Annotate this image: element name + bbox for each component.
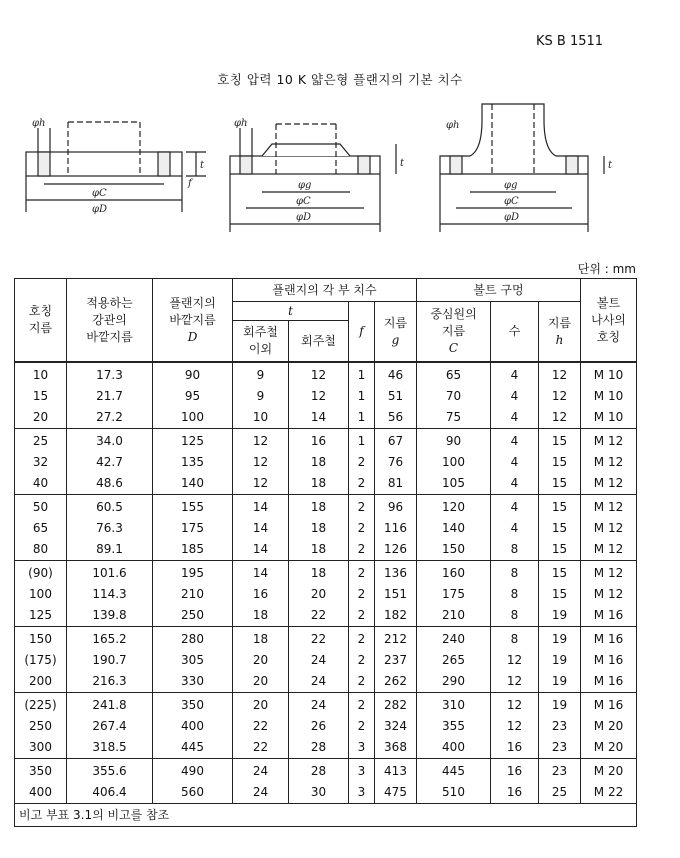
label-g-3: φg xyxy=(504,180,518,191)
drawing-raised-flange xyxy=(230,124,396,232)
table-cell: 12 xyxy=(491,716,539,737)
table-cell: 100 xyxy=(15,584,67,605)
table-cell: 2 xyxy=(349,671,375,693)
table-cell: 8 xyxy=(491,539,539,561)
table-cell: 4 xyxy=(491,429,539,453)
table-cell: 350 xyxy=(15,759,67,783)
table-cell: M 20 xyxy=(581,737,637,759)
header-nominal: 호칭 지름 xyxy=(15,279,67,363)
table-cell: 8 xyxy=(491,605,539,627)
table-cell: M 22 xyxy=(581,782,637,804)
table-cell: M 12 xyxy=(581,429,637,453)
table-cell: 24 xyxy=(289,671,349,693)
table-cell: 350 xyxy=(153,693,233,717)
table-cell: 2 xyxy=(349,716,375,737)
table-cell: 80 xyxy=(15,539,67,561)
table-row xyxy=(15,452,637,473)
table-cell: 16 xyxy=(491,759,539,783)
table-cell: 101.6 xyxy=(67,561,153,585)
table-cell: 67 xyxy=(375,429,417,453)
table-cell: 125 xyxy=(15,605,67,627)
table-cell: 22 xyxy=(233,716,289,737)
table-cell: 8 xyxy=(491,561,539,585)
table-cell: 1 xyxy=(349,429,375,453)
table-cell: 265 xyxy=(417,650,491,671)
table-cell: 46 xyxy=(375,362,417,386)
table-cell: 12 xyxy=(289,362,349,386)
table-cell: 15 xyxy=(539,518,581,539)
table-cell: 250 xyxy=(15,716,67,737)
table-cell: 15 xyxy=(539,429,581,453)
table-cell: 114.3 xyxy=(67,584,153,605)
table-cell: 15 xyxy=(539,561,581,585)
table-cell: 76 xyxy=(375,452,417,473)
table-cell: 24 xyxy=(289,693,349,717)
table-cell: 136 xyxy=(375,561,417,585)
table-cell: 60.5 xyxy=(67,495,153,519)
table-cell: 18 xyxy=(289,495,349,519)
table-cell: 28 xyxy=(289,759,349,783)
table-cell: (225) xyxy=(15,693,67,717)
table-row xyxy=(15,627,637,651)
table-row xyxy=(15,605,637,627)
table-row xyxy=(15,759,637,783)
table-cell: 18 xyxy=(289,452,349,473)
table-cell: 140 xyxy=(417,518,491,539)
table-cell: 17.3 xyxy=(67,362,153,386)
label-t-3: t xyxy=(608,160,613,171)
table-cell: 65 xyxy=(15,518,67,539)
table-cell: 12 xyxy=(233,473,289,495)
header-f: f xyxy=(349,302,375,363)
header-t: t xyxy=(233,302,349,321)
table-row xyxy=(15,737,637,759)
table-cell: 2 xyxy=(349,452,375,473)
table-cell: 1 xyxy=(349,407,375,429)
flange-drawings xyxy=(0,0,680,250)
table-cell: 19 xyxy=(539,605,581,627)
table-cell: 40 xyxy=(15,473,67,495)
table-cell: 475 xyxy=(375,782,417,804)
table-cell: 65 xyxy=(417,362,491,386)
table-cell: 12 xyxy=(233,452,289,473)
table-cell: 18 xyxy=(289,561,349,585)
table-cell: 185 xyxy=(153,539,233,561)
table-cell: 12 xyxy=(491,650,539,671)
table-cell: 155 xyxy=(153,495,233,519)
table-cell: 34.0 xyxy=(67,429,153,453)
table-cell: 406.4 xyxy=(67,782,153,804)
table-cell: 18 xyxy=(233,605,289,627)
table-cell: 126 xyxy=(375,539,417,561)
page-title: 호칭 압력 10 K 얇은형 플랜지의 기본 치수 xyxy=(217,72,463,87)
table-cell: M 10 xyxy=(581,362,637,386)
table-cell: 4 xyxy=(491,386,539,407)
table-cell: 1 xyxy=(349,362,375,386)
table-cell: 95 xyxy=(153,386,233,407)
table-cell: 15 xyxy=(539,584,581,605)
table-cell: M 12 xyxy=(581,518,637,539)
table-row xyxy=(15,539,637,561)
table-cell: 4 xyxy=(491,407,539,429)
table-cell: 18 xyxy=(233,627,289,651)
table-body xyxy=(15,362,637,804)
table-cell: 19 xyxy=(539,671,581,693)
table-cell: 413 xyxy=(375,759,417,783)
table-cell: 2 xyxy=(349,495,375,519)
label-C-1: φC xyxy=(92,188,107,199)
table-cell: 42.7 xyxy=(67,452,153,473)
table-cell: 24 xyxy=(233,759,289,783)
table-cell: M 12 xyxy=(581,584,637,605)
header-bolt-holes: 볼트 구멍 xyxy=(417,279,581,302)
table-cell: 282 xyxy=(375,693,417,717)
table-cell: 2 xyxy=(349,605,375,627)
table-cell: M 12 xyxy=(581,561,637,585)
table-cell: 16 xyxy=(289,429,349,453)
table-cell: 16 xyxy=(491,782,539,804)
table-cell: 240 xyxy=(417,627,491,651)
table-cell: 18 xyxy=(289,518,349,539)
table-row xyxy=(15,407,637,429)
table-cell: 51 xyxy=(375,386,417,407)
table-cell: 27.2 xyxy=(67,407,153,429)
table-cell: 100 xyxy=(417,452,491,473)
table-cell: 32 xyxy=(15,452,67,473)
table-cell: 23 xyxy=(539,737,581,759)
table-cell: 267.4 xyxy=(67,716,153,737)
table-cell: 12 xyxy=(539,386,581,407)
table-cell: 15 xyxy=(539,539,581,561)
table-cell: 490 xyxy=(153,759,233,783)
header-t-cast: 회주철 xyxy=(289,321,349,363)
label-g-2: φg xyxy=(298,180,312,191)
label-C-2: φC xyxy=(296,196,311,207)
table-cell: M 16 xyxy=(581,627,637,651)
table-cell: 2 xyxy=(349,473,375,495)
table-cell: 105 xyxy=(417,473,491,495)
header-pipe-od: 적용하는 강관의 바깥지름 xyxy=(67,279,153,363)
table-cell: 23 xyxy=(539,759,581,783)
table-cell: M 12 xyxy=(581,495,637,519)
table-cell: 19 xyxy=(539,650,581,671)
table-cell: 90 xyxy=(417,429,491,453)
table-cell: M 16 xyxy=(581,693,637,717)
table-cell: 200 xyxy=(15,671,67,693)
header-count: 수 xyxy=(491,302,539,363)
table-cell: 2 xyxy=(349,650,375,671)
table-cell: (175) xyxy=(15,650,67,671)
table-cell: 190.7 xyxy=(67,650,153,671)
table-cell: M 10 xyxy=(581,407,637,429)
table-row xyxy=(15,429,637,453)
table-row xyxy=(15,386,637,407)
table-cell: 20 xyxy=(233,650,289,671)
table-cell: 2 xyxy=(349,627,375,651)
label-C-3: φC xyxy=(504,196,519,207)
table-cell: 100 xyxy=(153,407,233,429)
table-cell: 250 xyxy=(153,605,233,627)
table-row xyxy=(15,518,637,539)
table-cell: 75 xyxy=(417,407,491,429)
table-cell: 19 xyxy=(539,627,581,651)
table-cell: 14 xyxy=(289,407,349,429)
table-cell: 14 xyxy=(233,495,289,519)
table-cell: 4 xyxy=(491,473,539,495)
table-note: 비고 부표 3.1의 비고를 참조 xyxy=(15,804,637,827)
table-cell: 56 xyxy=(375,407,417,429)
drawing-plate-flange xyxy=(26,122,206,212)
table-cell: 2 xyxy=(349,518,375,539)
table-cell: M 16 xyxy=(581,605,637,627)
table-cell: 355.6 xyxy=(67,759,153,783)
header-pcd: 중심원의 지름 C xyxy=(417,302,491,363)
table-cell: 10 xyxy=(15,362,67,386)
table-cell: 22 xyxy=(289,605,349,627)
table-cell: 22 xyxy=(233,737,289,759)
table-cell: 151 xyxy=(375,584,417,605)
table-cell: 20 xyxy=(233,693,289,717)
table-cell: 150 xyxy=(417,539,491,561)
table-cell: 14 xyxy=(233,561,289,585)
table-cell: 4 xyxy=(491,495,539,519)
table-cell: M 12 xyxy=(581,539,637,561)
table-cell: 318.5 xyxy=(67,737,153,759)
table-cell: 20 xyxy=(289,584,349,605)
table-cell: 1 xyxy=(349,386,375,407)
header-t-other: 회주철 이외 xyxy=(233,321,289,363)
table-cell: 15 xyxy=(15,386,67,407)
table-row xyxy=(15,495,637,519)
table-cell: 26 xyxy=(289,716,349,737)
table-row xyxy=(15,650,637,671)
table-cell: 139.8 xyxy=(67,605,153,627)
table-cell: 140 xyxy=(153,473,233,495)
table-row xyxy=(15,362,637,386)
table-cell: 28 xyxy=(289,737,349,759)
table-cell: 16 xyxy=(491,737,539,759)
table-cell: (90) xyxy=(15,561,67,585)
table-cell: 14 xyxy=(233,539,289,561)
table-cell: 262 xyxy=(375,671,417,693)
header-bolt: 볼트 나사의 호칭 xyxy=(581,279,637,363)
table-row xyxy=(15,561,637,585)
table-cell: 25 xyxy=(539,782,581,804)
header-g: 지름 g xyxy=(375,302,417,363)
table-cell: 14 xyxy=(233,518,289,539)
table-cell: 2 xyxy=(349,584,375,605)
flange-dimension-table xyxy=(14,278,637,827)
label-h-1: φh xyxy=(32,118,46,129)
label-t-2: t xyxy=(400,158,405,169)
table-cell: 212 xyxy=(375,627,417,651)
table-cell: 237 xyxy=(375,650,417,671)
table-cell: 150 xyxy=(15,627,67,651)
table-cell: 8 xyxy=(491,627,539,651)
header-flange-od: 플랜지의 바깥지름 D xyxy=(153,279,233,363)
drawing-hub-flange xyxy=(440,104,604,232)
table-cell: 76.3 xyxy=(67,518,153,539)
table-cell: 96 xyxy=(375,495,417,519)
table-cell: 445 xyxy=(153,737,233,759)
table-cell: 30 xyxy=(289,782,349,804)
table-cell: 12 xyxy=(539,362,581,386)
table-cell: 400 xyxy=(417,737,491,759)
table-cell: 300 xyxy=(15,737,67,759)
table-cell: 330 xyxy=(153,671,233,693)
table-cell: 50 xyxy=(15,495,67,519)
table-cell: 90 xyxy=(153,362,233,386)
table-cell: 18 xyxy=(289,539,349,561)
table-cell: 12 xyxy=(233,429,289,453)
table-cell: 3 xyxy=(349,759,375,783)
table-cell: 510 xyxy=(417,782,491,804)
header-hole-dia: 지름 h xyxy=(539,302,581,363)
table-cell: 210 xyxy=(153,584,233,605)
label-h-3: φh xyxy=(446,120,460,131)
table-cell: 165.2 xyxy=(67,627,153,651)
label-h-2: φh xyxy=(234,118,248,129)
table-cell: 445 xyxy=(417,759,491,783)
table-cell: 175 xyxy=(153,518,233,539)
table-row xyxy=(15,671,637,693)
table-cell: 400 xyxy=(15,782,67,804)
table-cell: 2 xyxy=(349,539,375,561)
table-cell: 3 xyxy=(349,782,375,804)
table-cell: 12 xyxy=(539,407,581,429)
table-cell: 216.3 xyxy=(67,671,153,693)
table-cell: 290 xyxy=(417,671,491,693)
table-cell: 24 xyxy=(233,782,289,804)
table-cell: 280 xyxy=(153,627,233,651)
table-cell: 305 xyxy=(153,650,233,671)
table-cell: 195 xyxy=(153,561,233,585)
table-cell: 116 xyxy=(375,518,417,539)
unit-label: 단위 : mm xyxy=(577,262,636,276)
table-cell: 355 xyxy=(417,716,491,737)
table-cell: 182 xyxy=(375,605,417,627)
table-cell: 3 xyxy=(349,737,375,759)
table-cell: 81 xyxy=(375,473,417,495)
table-cell: 16 xyxy=(233,584,289,605)
label-f-1: f xyxy=(188,178,192,189)
table-cell: 2 xyxy=(349,693,375,717)
table-cell: 241.8 xyxy=(67,693,153,717)
table-cell: M 20 xyxy=(581,759,637,783)
table-cell: 15 xyxy=(539,452,581,473)
table-cell: 324 xyxy=(375,716,417,737)
table-cell: 120 xyxy=(417,495,491,519)
table-cell: 15 xyxy=(539,495,581,519)
table-cell: 368 xyxy=(375,737,417,759)
table-cell: 20 xyxy=(15,407,67,429)
table-cell: M 12 xyxy=(581,473,637,495)
table-row xyxy=(15,693,637,717)
table-row xyxy=(15,584,637,605)
table-cell: M 16 xyxy=(581,650,637,671)
table-cell: 400 xyxy=(153,716,233,737)
table-cell: 210 xyxy=(417,605,491,627)
table-cell: M 20 xyxy=(581,716,637,737)
table-row xyxy=(15,473,637,495)
table-cell: 9 xyxy=(233,362,289,386)
table-cell: 4 xyxy=(491,452,539,473)
label-D-3: φD xyxy=(504,212,520,223)
table-cell: M 10 xyxy=(581,386,637,407)
table-cell: 19 xyxy=(539,693,581,717)
table-cell: 22 xyxy=(289,627,349,651)
table-cell: 9 xyxy=(233,386,289,407)
table-cell: 12 xyxy=(491,671,539,693)
table-cell: 2 xyxy=(349,561,375,585)
table-cell: 10 xyxy=(233,407,289,429)
table-row xyxy=(15,716,637,737)
table-cell: 20 xyxy=(233,671,289,693)
table-cell: 48.6 xyxy=(67,473,153,495)
table-cell: 12 xyxy=(491,693,539,717)
table-cell: 25 xyxy=(15,429,67,453)
table-cell: 18 xyxy=(289,473,349,495)
table-cell: 89.1 xyxy=(67,539,153,561)
label-D-2: φD xyxy=(296,212,312,223)
table-cell: 175 xyxy=(417,584,491,605)
table-cell: 12 xyxy=(289,386,349,407)
standard-number: KS B 1511 xyxy=(536,34,604,49)
table-cell: 4 xyxy=(491,518,539,539)
table-cell: 560 xyxy=(153,782,233,804)
table-cell: 310 xyxy=(417,693,491,717)
table-cell: 21.7 xyxy=(67,386,153,407)
table-cell: 125 xyxy=(153,429,233,453)
table-cell: 160 xyxy=(417,561,491,585)
table-cell: 70 xyxy=(417,386,491,407)
table-row xyxy=(15,782,637,804)
table-cell: 4 xyxy=(491,362,539,386)
table-cell: 8 xyxy=(491,584,539,605)
table-cell: 24 xyxy=(289,650,349,671)
label-t-1: t xyxy=(200,160,205,171)
table-cell: 135 xyxy=(153,452,233,473)
table-cell: M 12 xyxy=(581,452,637,473)
header-each-part: 플랜지의 각 부 치수 xyxy=(233,279,417,302)
label-D-1: φD xyxy=(92,204,108,215)
table-cell: 23 xyxy=(539,716,581,737)
table-cell: M 16 xyxy=(581,671,637,693)
table-cell: 15 xyxy=(539,473,581,495)
